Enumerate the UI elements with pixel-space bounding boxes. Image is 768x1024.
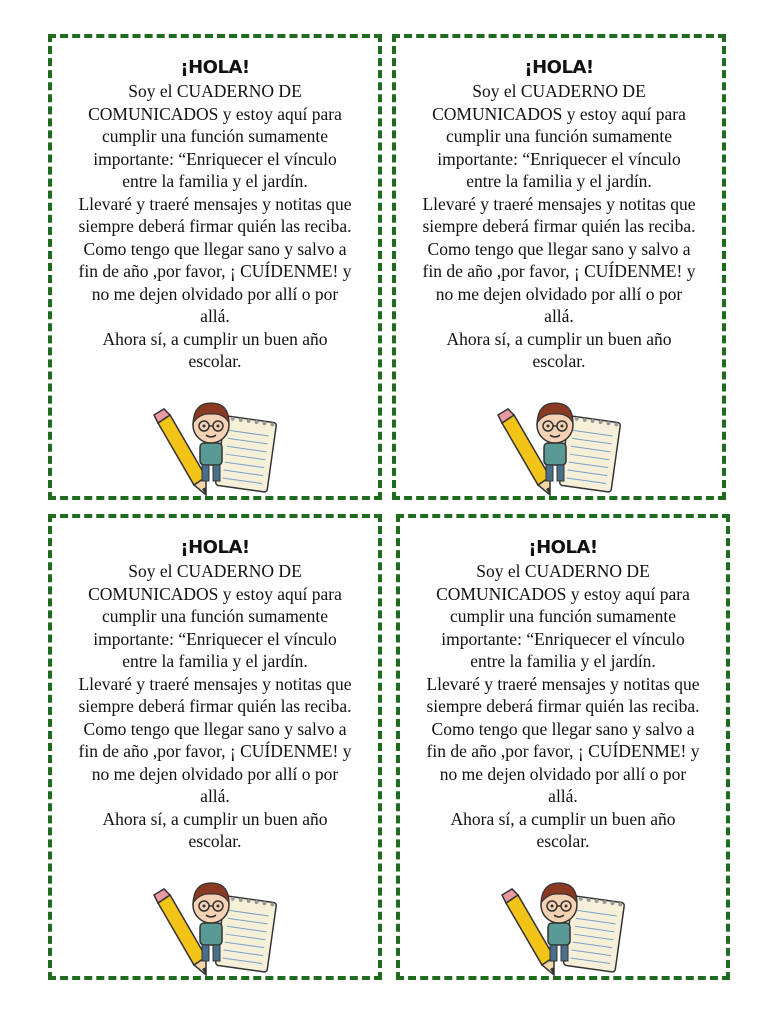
- card-body-text: Soy el CUADERNO DE COMUNICADOS y estoy aquí para cumplir una función sumamente importante: “Enriquecer el vínculo entre la familia y el jardín. Llevaré y traeré mensajes y notitas que siempre deberá firmar quién las reciba. Como tengo que llegar sano y salvo a fin de año ,por favor, ¡ CUÍDENME! y no me dejen olvidado por allí o por allá. Ahora sí, a cumplir un buen año escolar.: [422, 81, 696, 371]
- message-card-2: [392, 34, 726, 500]
- card-body-text: Soy el CUADERNO DE COMUNICADOS y estoy aquí para cumplir una función sumamente importante: “Enriquecer el vínculo entre la familia y el jardín. Llevaré y traeré mensajes y notitas que siempre deberá firmar quién las reciba. Como tengo que llegar sano y salvo a fin de año ,por favor, ¡ CUÍDENME! y no me dejen olvidado por allí o por allá. Ahora sí, a cumplir un buen año escolar.: [426, 561, 700, 851]
- card-title: ¡HOLA!: [180, 537, 250, 558]
- card-body-text: Soy el CUADERNO DE COMUNICADOS y estoy aquí para cumplir una función sumamente importante: “Enriquecer el vínculo entre la familia y el jardín. Llevaré y traeré mensajes y notitas que siempre deberá firmar quién las reciba. Como tengo que llegar sano y salvo a fin de año ,por favor, ¡ CUÍDENME! y no me dejen olvidado por allí o por allá. Ahora sí, a cumplir un buen año escolar.: [78, 81, 352, 371]
- card-title: ¡HOLA!: [524, 57, 594, 78]
- message-card-1: [48, 34, 382, 500]
- boy-with-pencil-and-notepad-icon: [150, 861, 280, 979]
- boy-with-pencil-and-notepad-icon: [150, 381, 280, 499]
- card-title: ¡HOLA!: [528, 537, 598, 558]
- boy-with-pencil-and-notepad-icon: [498, 861, 628, 979]
- message-card-3: [48, 514, 382, 980]
- boy-with-pencil-and-notepad-icon: [494, 381, 624, 499]
- card-body-text: Soy el CUADERNO DE COMUNICADOS y estoy aquí para cumplir una función sumamente importante: “Enriquecer el vínculo entre la familia y el jardín. Llevaré y traeré mensajes y notitas que siempre deberá firmar quién las reciba. Como tengo que llegar sano y salvo a fin de año ,por favor, ¡ CUÍDENME! y no me dejen olvidado por allí o por allá. Ahora sí, a cumplir un buen año escolar.: [78, 561, 352, 851]
- card-title: ¡HOLA!: [180, 57, 250, 78]
- message-card-4: [396, 514, 730, 980]
